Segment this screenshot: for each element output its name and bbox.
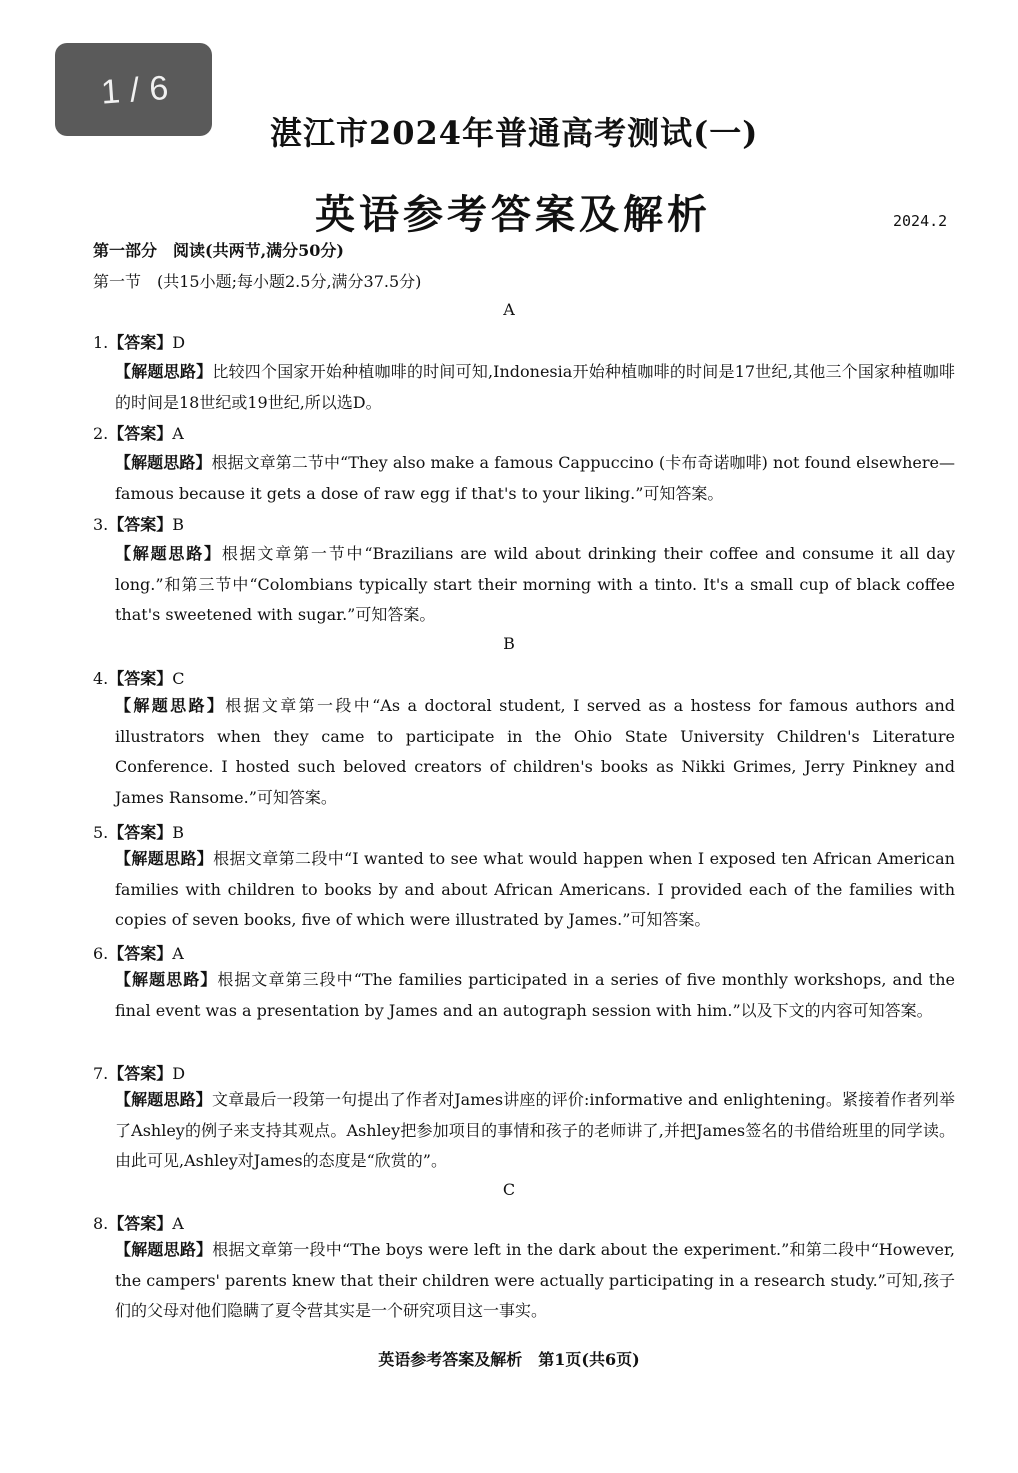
explain-text: 根据文章第二段中“I wanted to see what would happen when I exposed ten African American families with children to books by and about African Americans. I provided each of the families with copies of seven books, five of which were illustrated by James.”可知答案。 <box>115 849 955 930</box>
page-tag-text: 1/6 <box>99 68 180 112</box>
answer-line <box>93 421 184 444</box>
explain-text: 根据文章第一段中“As a doctoral student, I served as a hostess for famous authors and illustrators when they came to participate in the Ohio State University Children's Literature Conference. I hosted such beloved creators of children's books as Nikki Grimes, Jerry Pinkney and James Ransome.”可知答案。 <box>115 696 955 807</box>
explanation <box>115 357 955 418</box>
answer-value: B <box>172 823 185 842</box>
question-number: 6. <box>93 944 109 963</box>
answer-label: 【答案】 <box>108 333 173 352</box>
answer-value: D <box>172 1064 186 1083</box>
explain-label: 【解题思路】 <box>115 1090 212 1109</box>
explain-text: 根据文章第二节中“They also make a famous Cappuccino (卡布奇诺咖啡) not found elsewhere—famous because it gets a dose of raw egg if that's to your liking.”可知答案。 <box>115 453 955 503</box>
question-number: 3. <box>93 515 109 534</box>
answer-label: 【答案】 <box>108 515 173 534</box>
explain-label: 【解题思路】 <box>115 362 213 381</box>
answer-value: A <box>172 424 184 443</box>
answer-line <box>93 330 185 353</box>
explanation <box>115 844 955 936</box>
question-number: 5. <box>93 823 109 842</box>
answer-line <box>93 666 185 689</box>
question-number: 8. <box>93 1214 109 1233</box>
answer-value: D <box>172 333 186 352</box>
group-heading-c: C <box>502 1180 516 1199</box>
question-number: 1. <box>93 333 109 352</box>
question-number: 4. <box>93 669 109 688</box>
page-footer: 英语参考答案及解析 第1页(共6页) <box>378 1350 640 1369</box>
explain-label: 【解题思路】 <box>115 1240 213 1259</box>
answer-line <box>93 512 184 535</box>
part-heading: 第一部分 阅读(共两节,满分50分) <box>93 241 344 260</box>
explain-label: 【解题思路】 <box>115 970 218 989</box>
answer-line <box>93 1211 184 1234</box>
group-heading-b: B <box>503 634 515 653</box>
explanation <box>115 539 955 631</box>
answer-label: 【答案】 <box>108 669 173 688</box>
explanation <box>115 448 955 509</box>
explain-text: 比较四个国家开始种植咖啡的时间可知,Indonesia开始种植咖啡的时间是17世纪,其他三个国家种植咖啡的时间是18世纪或19世纪,所以选D。 <box>115 362 955 412</box>
section-heading: 第一节 (共15小题;每小题2.5分,满分37.5分) <box>93 272 422 291</box>
exam-subtitle: 湛江市2024年普通高考测试(一) <box>270 114 759 152</box>
explain-label: 【解题思路】 <box>115 696 226 715</box>
answer-line <box>93 941 184 964</box>
page-tag <box>55 43 212 136</box>
answer-value: A <box>172 944 184 963</box>
answer-line <box>93 1061 185 1084</box>
group-heading-a: A <box>503 300 515 319</box>
answer-value: C <box>172 669 185 688</box>
explain-label: 【解题思路】 <box>115 453 212 472</box>
date-label: 2024.2 <box>893 212 948 230</box>
question-number: 7. <box>93 1064 109 1083</box>
answer-line <box>93 820 184 843</box>
explanation <box>115 965 955 1026</box>
explanation <box>115 1085 955 1177</box>
explanation <box>115 1235 955 1327</box>
answer-label: 【答案】 <box>108 1214 173 1233</box>
answer-label: 【答案】 <box>108 1064 173 1083</box>
answer-label: 【答案】 <box>108 823 173 842</box>
explain-text: 根据文章第三段中“The families participated in a series of five monthly workshops, and the final event was a presentation by James and an autograph session with him.”以及下文的内容可知答案。 <box>115 970 955 1020</box>
explain-label: 【解题思路】 <box>115 849 214 868</box>
answer-value: A <box>172 1214 184 1233</box>
page-title: 英语参考答案及解析 <box>315 191 711 238</box>
answer-label: 【答案】 <box>108 424 173 443</box>
explain-text: 文章最后一段第一句提出了作者对James讲座的评价:informative and enlightening。紧接着作者列举了Ashley的例子来支持其观点。Ashley把参加项目的事情和孩子的老师讲了,并把James签名的书借给班里的同学读。由此可见,Ashley对James的态度是“欣赏的”。 <box>115 1090 955 1171</box>
question-number: 2. <box>93 424 109 443</box>
answer-label: 【答案】 <box>108 944 173 963</box>
explain-text: 根据文章第一节中“Brazilians are wild about drinking their coffee and consume it all day long.”和第三节中“Colombians typically start their morning with a tinto. It's a small cup of black coffee that's sweetened with sugar.”可知答案。 <box>115 544 955 625</box>
explain-label: 【解题思路】 <box>115 544 222 563</box>
explain-text: 根据文章第一段中“The boys were left in the dark about the experiment.”和第二段中“However, the campers' parents knew that their children were actually participating in a research study.”可知,孩子们的父母对他们隐瞒了夏令营其实是一个研究项目这一事实。 <box>115 1240 955 1321</box>
explanation <box>115 691 955 813</box>
answer-value: B <box>172 515 185 534</box>
